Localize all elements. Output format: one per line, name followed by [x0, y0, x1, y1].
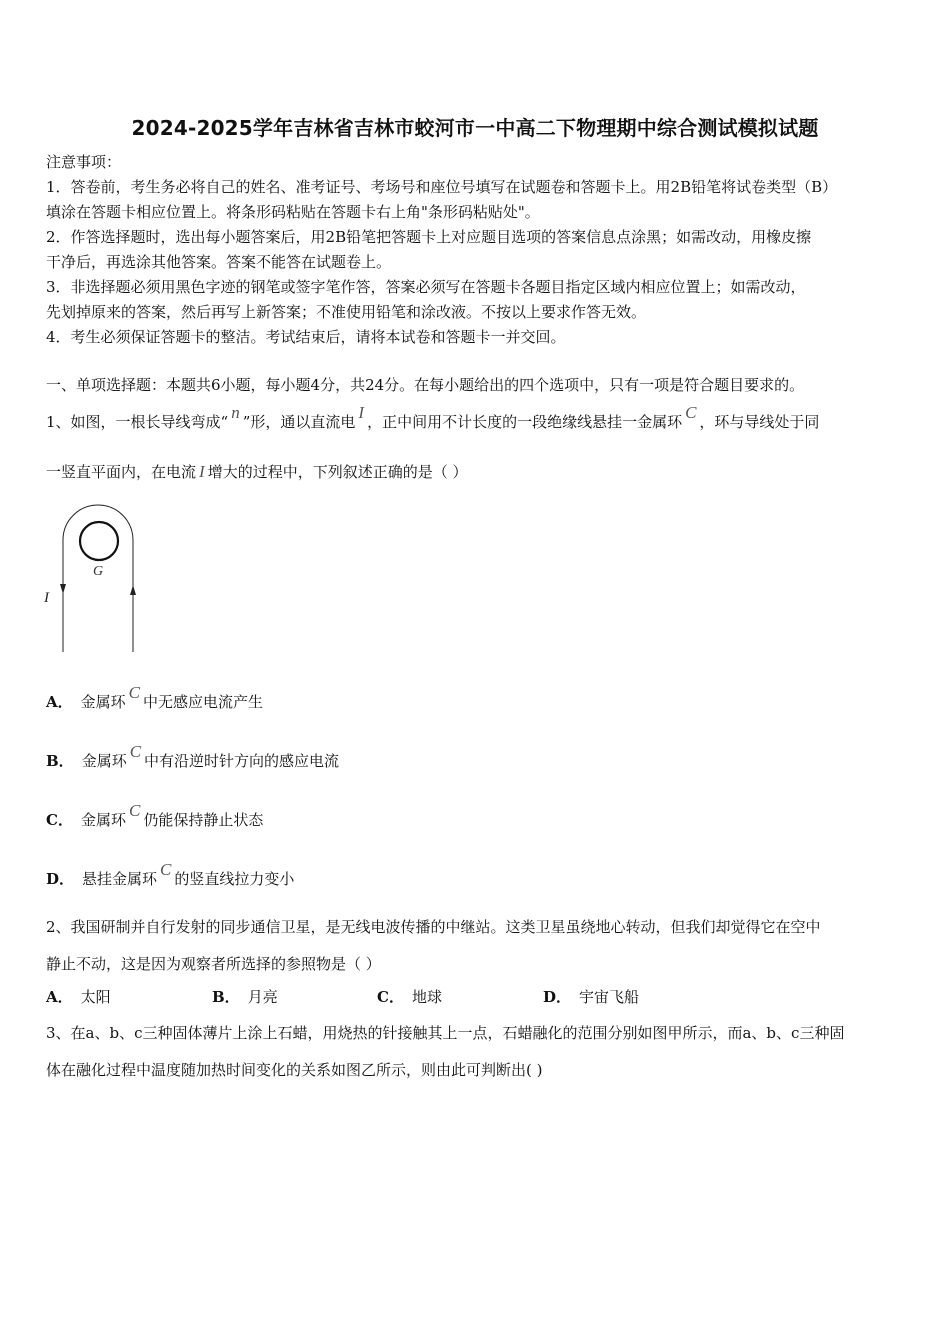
q1-text: ，正中间用不计长度的一段绝缘线悬挂一金属环: [367, 413, 683, 431]
notice-line: 4．考生必须保证答题卡的整洁。考试结束后，请将本试卷和答题卡一并交回。: [46, 328, 566, 346]
q1-option-d: D． 悬挂金属环 C 的竖直线拉力变小: [46, 860, 295, 888]
question-3-stem: 3、在a、b、c三种固体薄片上涂上石蜡，用烧热的针接触其上一点，石蜡融化的范围分别如图甲所示，而a、b、c三种固: [46, 1024, 845, 1042]
q1-option-b: B． 金属环 C 中有沿逆时针方向的感应电流: [46, 742, 340, 770]
q1-text: ”形，通以直流电: [242, 413, 356, 431]
current-label: I: [44, 590, 49, 606]
q2-option-d: D． 宇宙飞船: [543, 988, 640, 1006]
q1-option-c: C． 金属环 C 仍能保持静止状态: [46, 801, 264, 829]
question-2-stem: 2、我国研制并自行发射的同步通信卫星，是无线电波传播的中继站。这类卫星虽绕地心转动，但我们却觉得它在空中: [46, 918, 821, 936]
q1-text: 一竖直平面内，在电流: [46, 463, 197, 481]
page-title: 2024-2025学年吉林省吉林市蛟河市一中高二下物理期中综合测试模拟试题: [131, 116, 819, 140]
var-n: n: [231, 403, 240, 422]
notice-line: 干净后，再选涂其他答案。答案不能答在试题卷上。: [46, 253, 392, 271]
q1-option-a: A． 金属环 C 中无感应电流产生: [46, 683, 264, 711]
q1-text: 增大的过程中，下列叙述正确的是（ ）: [207, 463, 468, 481]
notice-line: 先划掉原来的答案，然后再写上新答案；不准使用铅笔和涂改液。不按以上要求作答无效。: [46, 303, 647, 321]
var-I: I: [199, 462, 205, 481]
section-heading: 一、单项选择题：本题共6小题，每小题4分，共24分。在每小题给出的四个选项中，只有一项是符合题目要求的。: [46, 376, 805, 394]
notice-line: 3．非选择题必须用黑色字迹的钢笔或签字笔作答，答案必须写在答题卡各题目指定区域内相应位置上；如需改动，: [46, 278, 806, 296]
notice-line: 填涂在答题卡相应位置上。将条形码粘贴在答题卡右上角"条形码粘贴处"。: [46, 203, 540, 221]
q2-option-a: A． 太阳: [46, 988, 111, 1006]
var-C: C: [160, 860, 172, 879]
notice-heading: 注意事项：: [46, 153, 122, 171]
q2-option-c: C． 地球: [377, 988, 442, 1006]
var-I: I: [358, 403, 365, 422]
var-C: C: [128, 801, 141, 820]
q1-text: 1、如图，一根长导线弯成“: [46, 413, 229, 431]
metal-ring: [80, 522, 118, 560]
down-arrow-icon: [60, 584, 66, 594]
q1-text: ，环与导线处于同: [699, 413, 820, 431]
q2-option-b: B． 月亮: [212, 988, 278, 1006]
notice-line: 1．答卷前，考生务必将自己的姓名、准考证号、考场号和座位号填写在试题卷和答题卡上。用2B铅笔将试卷类型（B）: [46, 178, 838, 196]
ring-label: G: [93, 564, 104, 579]
var-C: C: [128, 683, 140, 702]
question-1-stem: [46, 403, 820, 432]
question-1-stem-2: [46, 462, 467, 482]
var-C: C: [685, 403, 697, 422]
notice-line: 2．作答选择题时，选出每小题答案后，用2B铅笔把答题卡上对应题目选项的答案信息点涂黑；如需改动，用橡皮擦: [46, 228, 812, 246]
question-3-stem-2: 体在融化过程中温度随加热时间变化的关系如图乙所示，则由此可判断出( ): [46, 1061, 543, 1079]
q1-figure: [40, 492, 160, 657]
var-C: C: [129, 742, 142, 761]
up-arrow-icon: [130, 585, 136, 595]
question-2-stem-2: 静止不动，这是因为观察者所选择的参照物是（ ）: [46, 955, 381, 973]
